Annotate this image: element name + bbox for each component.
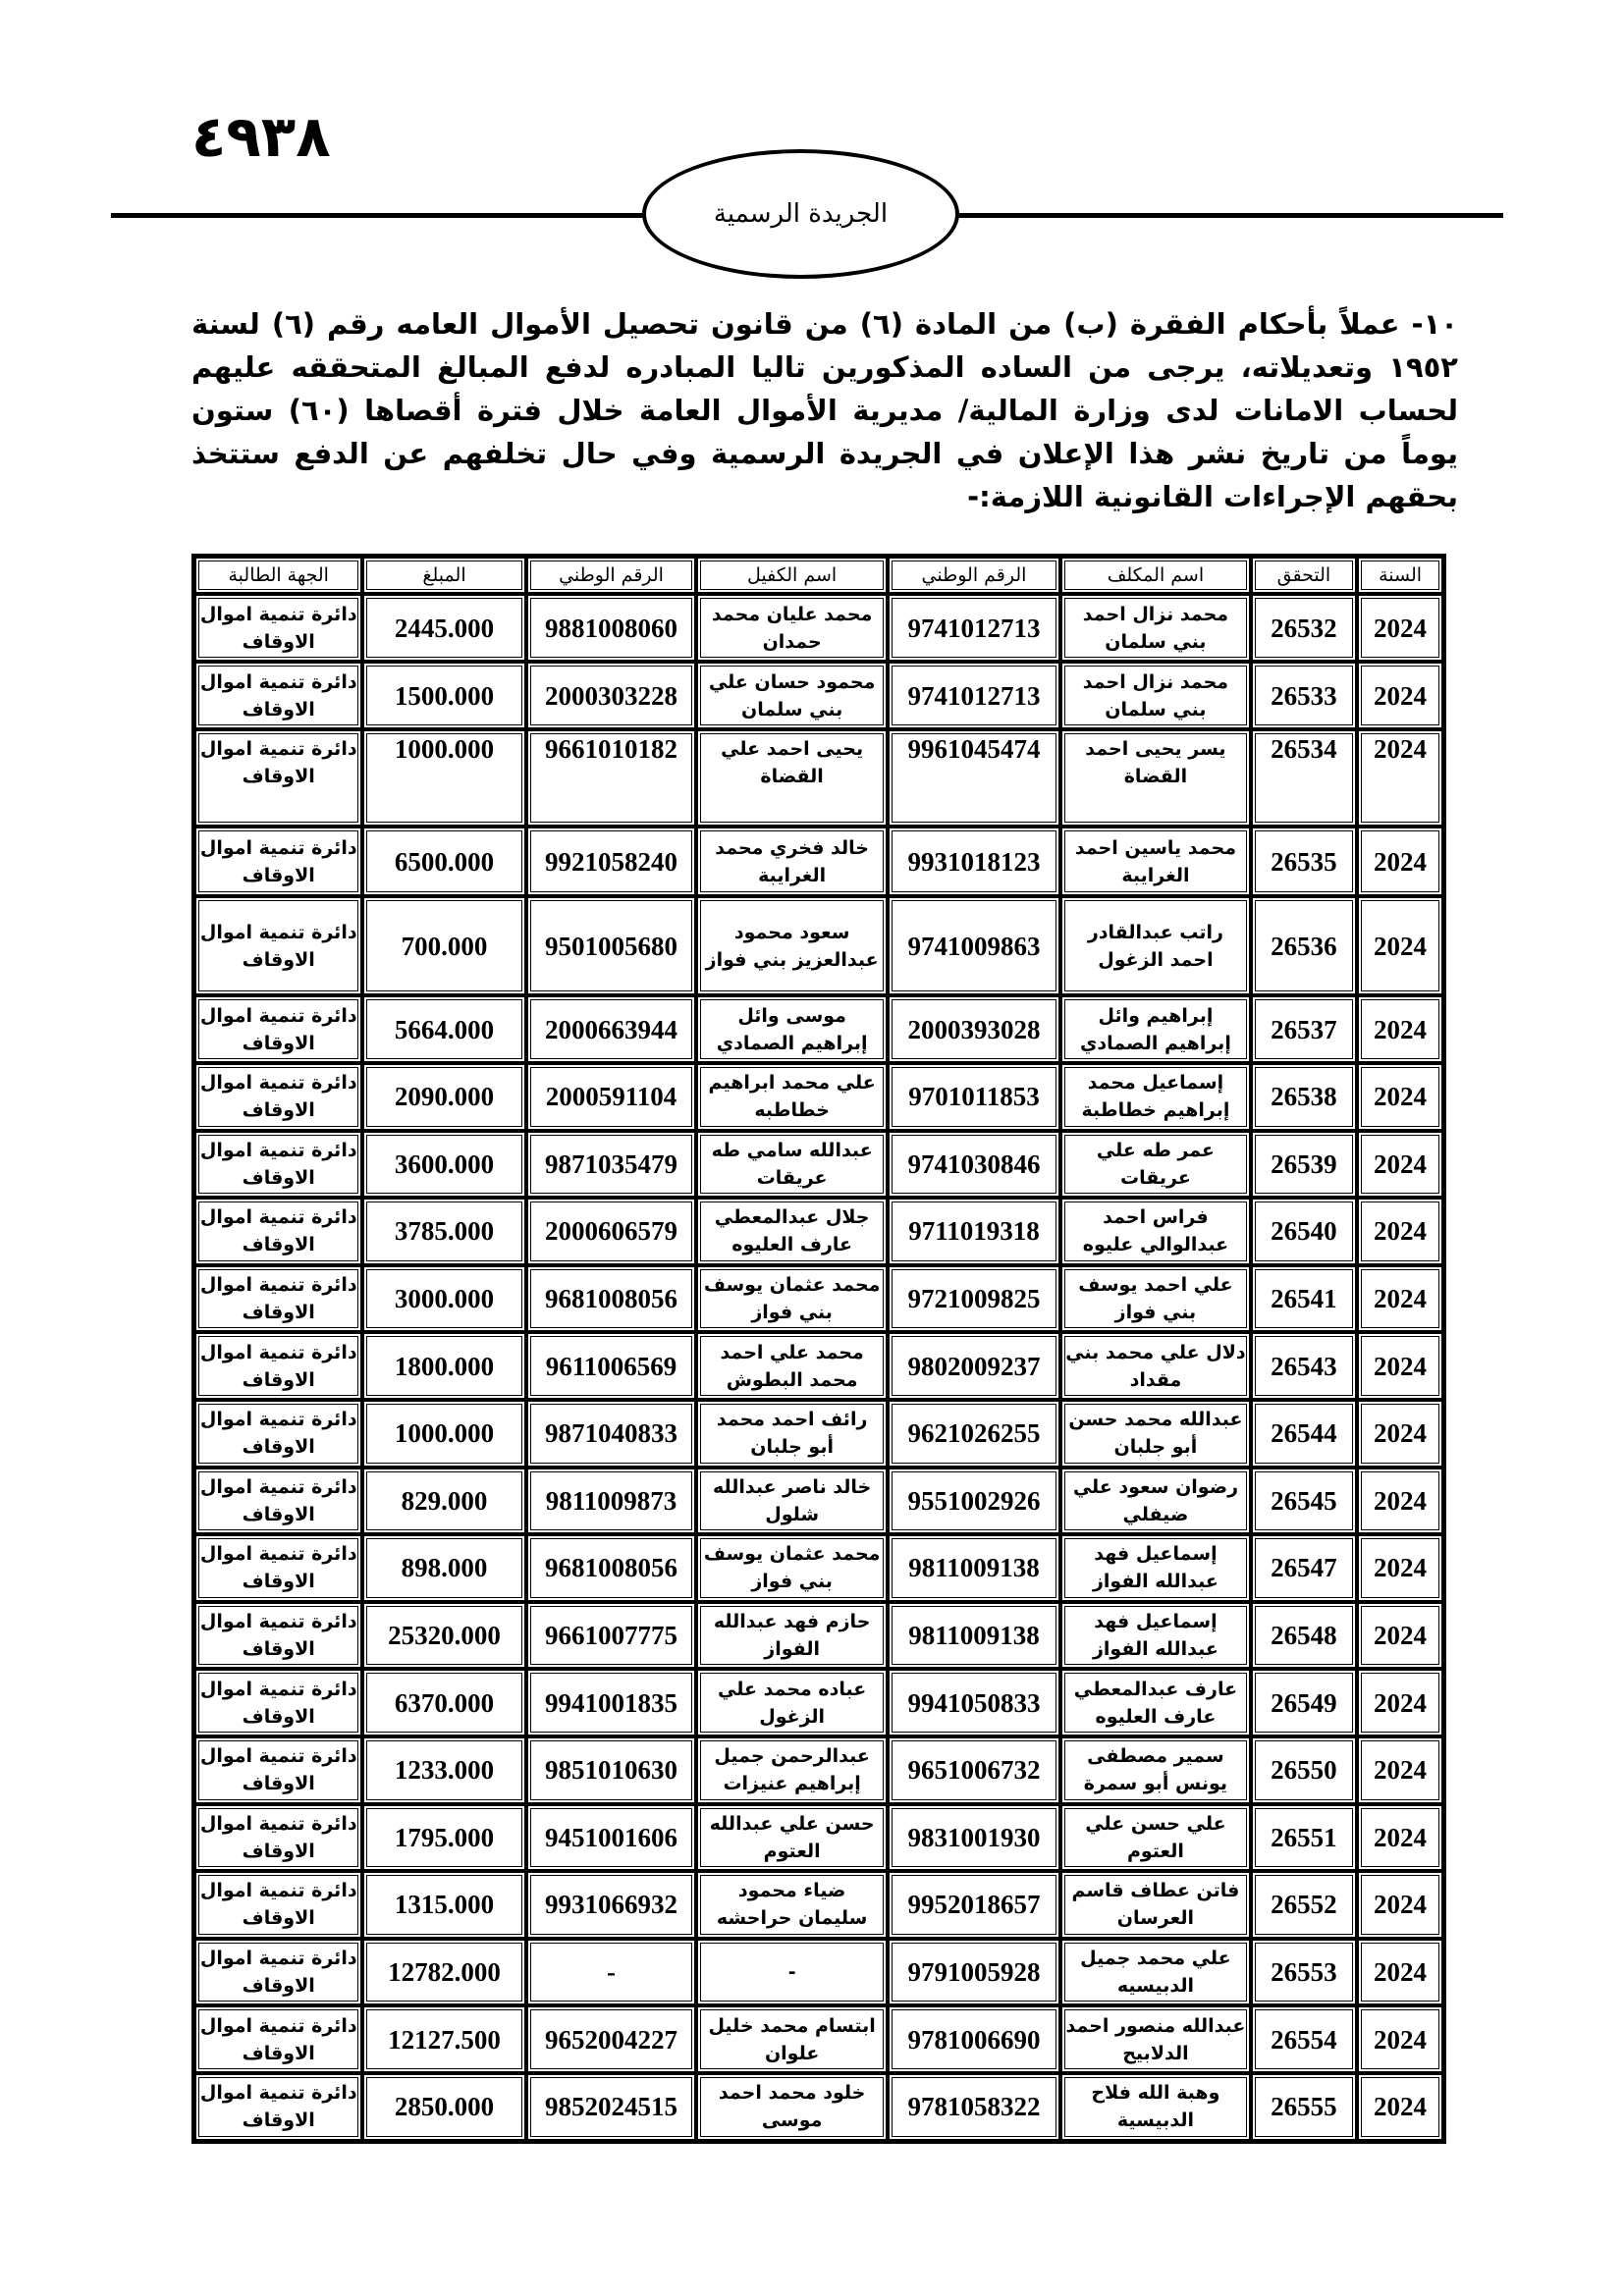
cell-debtor-national-id: 9741012713 (888, 662, 1060, 729)
cell-debtor-name: يسر يحيى احمد القضاة (1060, 729, 1251, 827)
cell-amount: 12127.500 (362, 2005, 525, 2073)
cell-guarantor-name: محمد عثمان يوسف بني فواز (696, 1534, 887, 1602)
table-row (194, 1400, 1443, 1468)
cell-requesting-party: دائرة تنمية اموال الاوقاف (194, 1400, 362, 1468)
cell-debtor-name: محمد نزال احمد بني سلمان (1060, 662, 1251, 729)
cell-debtor-name: محمد ياسين احمد الغرايبة (1060, 827, 1251, 896)
cell-assessment: 26549 (1251, 1669, 1357, 1736)
cell-guarantor-national-id: 9681008056 (526, 1534, 697, 1602)
cell-assessment: 26555 (1251, 2073, 1357, 2141)
cell-guarantor-national-id: 9871040833 (526, 1400, 697, 1468)
cell-year: 2024 (1357, 2073, 1443, 2141)
cell-year: 2024 (1357, 896, 1443, 995)
cell-debtor-national-id: 9781058322 (888, 2073, 1060, 2141)
cell-debtor-name: علي محمد جميل الدبيسيه (1060, 1939, 1251, 2006)
table-row (194, 1131, 1443, 1199)
column-header-guarantor-national-id: الرقم الوطني (526, 557, 697, 594)
cell-requesting-party: دائرة تنمية اموال الاوقاف (194, 2005, 362, 2073)
table-row (194, 1198, 1443, 1265)
cell-guarantor-name: يحيى احمد علي القضاة (696, 729, 887, 827)
cell-year: 2024 (1357, 729, 1443, 827)
cell-debtor-name: إسماعيل فهد عبدالله الفواز (1060, 1534, 1251, 1602)
cell-year: 2024 (1357, 1669, 1443, 1736)
cell-assessment: 26532 (1251, 594, 1357, 662)
cell-debtor-name: دلال علي محمد بني مقداد (1060, 1332, 1251, 1400)
table-row (194, 1804, 1443, 1872)
cell-debtor-name: علي احمد يوسف بني فواز (1060, 1265, 1251, 1333)
cell-debtor-name: راتب عبدالقادر احمد الزغول (1060, 896, 1251, 995)
table-row (194, 1939, 1443, 2006)
cell-debtor-name: فاتن عطاف قاسم العرسان (1060, 1871, 1251, 1939)
cell-guarantor-name: - (696, 1939, 887, 2006)
cell-guarantor-name: محمود حسان علي بني سلمان (696, 662, 887, 729)
gazette-title: الجريدة الرسمية (713, 199, 889, 229)
cell-assessment: 26540 (1251, 1198, 1357, 1265)
column-header-amount: المبلغ (362, 557, 525, 594)
cell-guarantor-name: ابتسام محمد خليل علوان (696, 2005, 887, 2073)
table-row (194, 2073, 1443, 2141)
cell-requesting-party: دائرة تنمية اموال الاوقاف (194, 1198, 362, 1265)
cell-debtor-name: فراس احمد عبدالوالي عليوه (1060, 1198, 1251, 1265)
cell-debtor-national-id: 9741012713 (888, 594, 1060, 662)
column-header-assessment: التحقق (1251, 557, 1357, 594)
cell-requesting-party: دائرة تنمية اموال الاوقاف (194, 1602, 362, 1670)
cell-guarantor-national-id: 9652004227 (526, 2005, 697, 2073)
table-row (194, 729, 1443, 827)
cell-requesting-party: دائرة تنمية اموال الاوقاف (194, 662, 362, 729)
table-row (194, 1534, 1443, 1602)
cell-assessment: 26539 (1251, 1131, 1357, 1199)
cell-debtor-national-id: 9701011853 (888, 1063, 1060, 1131)
cell-assessment: 26552 (1251, 1871, 1357, 1939)
cell-amount: 1500.000 (362, 662, 525, 729)
gazette-title-oval (642, 149, 959, 279)
cell-guarantor-name: خالد ناصر عبدالله شلول (696, 1468, 887, 1535)
cell-guarantor-national-id: 9501005680 (526, 896, 697, 995)
cell-assessment: 26547 (1251, 1534, 1357, 1602)
cell-debtor-national-id: 9941050833 (888, 1669, 1060, 1736)
cell-amount: 12782.000 (362, 1939, 525, 2006)
cell-debtor-national-id: 9802009237 (888, 1332, 1060, 1400)
cell-debtor-national-id: 9721009825 (888, 1265, 1060, 1333)
cell-guarantor-name: حازم فهد عبدالله الفواز (696, 1602, 887, 1670)
table-row (194, 1602, 1443, 1670)
column-header-debtor-name: اسم المكلف (1060, 557, 1251, 594)
cell-guarantor-national-id: 9851010630 (526, 1736, 697, 1804)
cell-assessment: 26534 (1251, 729, 1357, 827)
cell-year: 2024 (1357, 1804, 1443, 1872)
cell-guarantor-name: موسى وائل إبراهيم الصمادي (696, 995, 887, 1063)
table-row (194, 1669, 1443, 1736)
cell-year: 2024 (1357, 1871, 1443, 1939)
cell-year: 2024 (1357, 995, 1443, 1063)
cell-debtor-name: وهبة الله فلاح الدبيسية (1060, 2073, 1251, 2141)
cell-amount: 3600.000 (362, 1131, 525, 1199)
cell-debtor-name: عارف عبدالمعطي عارف العليوه (1060, 1669, 1251, 1736)
cell-assessment: 26544 (1251, 1400, 1357, 1468)
cell-requesting-party: دائرة تنمية اموال الاوقاف (194, 1804, 362, 1872)
cell-guarantor-national-id: 9661007775 (526, 1602, 697, 1670)
table-row (194, 995, 1443, 1063)
cell-year: 2024 (1357, 1063, 1443, 1131)
cell-requesting-party: دائرة تنمية اموال الاوقاف (194, 1871, 362, 1939)
cell-amount: 3785.000 (362, 1198, 525, 1265)
cell-requesting-party: دائرة تنمية اموال الاوقاف (194, 1332, 362, 1400)
cell-requesting-party: دائرة تنمية اموال الاوقاف (194, 1736, 362, 1804)
table-row (194, 827, 1443, 896)
cell-guarantor-name: جلال عبدالمعطي عارف العليوه (696, 1198, 887, 1265)
cell-debtor-national-id: 9791005928 (888, 1939, 1060, 2006)
cell-assessment: 26536 (1251, 896, 1357, 995)
table-header-row (194, 557, 1443, 594)
cell-debtor-national-id: 9811009138 (888, 1602, 1060, 1670)
cell-debtor-national-id: 9621026255 (888, 1400, 1060, 1468)
cell-debtor-name: رضوان سعود علي ضيفلي (1060, 1468, 1251, 1535)
cell-guarantor-national-id: 9661010182 (526, 729, 697, 827)
cell-guarantor-name: عبدالله سامي طه عريقات (696, 1131, 887, 1199)
cell-guarantor-national-id: 2000606579 (526, 1198, 697, 1265)
cell-amount: 1315.000 (362, 1871, 525, 1939)
cell-guarantor-name: محمد عثمان يوسف بني فواز (696, 1265, 887, 1333)
cell-guarantor-name: سعود محمود عبدالعزيز بني فواز (696, 896, 887, 995)
cell-amount: 829.000 (362, 1468, 525, 1535)
cell-year: 2024 (1357, 2005, 1443, 2073)
table-row (194, 1265, 1443, 1333)
cell-amount: 2090.000 (362, 1063, 525, 1131)
cell-requesting-party: دائرة تنمية اموال الاوقاف (194, 1468, 362, 1535)
table-row (194, 1871, 1443, 1939)
cell-year: 2024 (1357, 1468, 1443, 1535)
cell-requesting-party: دائرة تنمية اموال الاوقاف (194, 827, 362, 896)
cell-year: 2024 (1357, 827, 1443, 896)
cell-assessment: 26554 (1251, 2005, 1357, 2073)
cell-guarantor-name: رائف احمد محمد أبو جلبان (696, 1400, 887, 1468)
table-row (194, 1332, 1443, 1400)
cell-guarantor-national-id: 9611006569 (526, 1332, 697, 1400)
cell-assessment: 26553 (1251, 1939, 1357, 2006)
cell-debtor-name: محمد نزال احمد بني سلمان (1060, 594, 1251, 662)
cell-amount: 6500.000 (362, 827, 525, 896)
cell-debtor-national-id: 2000393028 (888, 995, 1060, 1063)
cell-year: 2024 (1357, 594, 1443, 662)
cell-amount: 1000.000 (362, 729, 525, 827)
cell-guarantor-national-id: 9931066932 (526, 1871, 697, 1939)
cell-debtor-national-id: 9781006690 (888, 2005, 1060, 2073)
cell-assessment: 26533 (1251, 662, 1357, 729)
cell-amount: 700.000 (362, 896, 525, 995)
cell-assessment: 26551 (1251, 1804, 1357, 1872)
cell-assessment: 26543 (1251, 1332, 1357, 1400)
cell-year: 2024 (1357, 1736, 1443, 1804)
column-header-requesting-party: الجهة الطالبة (194, 557, 362, 594)
cell-assessment: 26548 (1251, 1602, 1357, 1670)
cell-requesting-party: دائرة تنمية اموال الاوقاف (194, 2073, 362, 2141)
cell-amount: 6370.000 (362, 1669, 525, 1736)
table-row (194, 1468, 1443, 1535)
cell-debtor-national-id: 9741009863 (888, 896, 1060, 995)
cell-guarantor-name: علي محمد ابراهيم خطاطبه (696, 1063, 887, 1131)
cell-debtor-national-id: 9551002926 (888, 1468, 1060, 1535)
cell-guarantor-national-id: 9852024515 (526, 2073, 697, 2141)
cell-requesting-party: دائرة تنمية اموال الاوقاف (194, 1131, 362, 1199)
cell-guarantor-national-id: - (526, 1939, 697, 2006)
page-number: ٤٩٣٨ (191, 103, 331, 170)
column-header-year: السنة (1357, 557, 1443, 594)
cell-amount: 2445.000 (362, 594, 525, 662)
cell-debtor-national-id: 9711019318 (888, 1198, 1060, 1265)
cell-requesting-party: دائرة تنمية اموال الاوقاف (194, 1063, 362, 1131)
cell-requesting-party: دائرة تنمية اموال الاوقاف (194, 729, 362, 827)
cell-debtor-name: علي حسن علي العتوم (1060, 1804, 1251, 1872)
cell-guarantor-national-id: 9881008060 (526, 594, 697, 662)
cell-amount: 25320.000 (362, 1602, 525, 1670)
table-row (194, 1736, 1443, 1804)
cell-requesting-party: دائرة تنمية اموال الاوقاف (194, 995, 362, 1063)
cell-guarantor-name: محمد عليان محمد حمدان (696, 594, 887, 662)
cell-amount: 1800.000 (362, 1332, 525, 1400)
cell-requesting-party: دائرة تنمية اموال الاوقاف (194, 594, 362, 662)
table-row (194, 2005, 1443, 2073)
cell-guarantor-name: خالد فخري محمد الغرايبة (696, 827, 887, 896)
cell-guarantor-name: محمد علي احمد محمد البطوش (696, 1332, 887, 1400)
cell-assessment: 26541 (1251, 1265, 1357, 1333)
cell-guarantor-national-id: 9681008056 (526, 1265, 697, 1333)
table-row (194, 1063, 1443, 1131)
cell-debtor-name: عبدالله محمد حسن أبو جلبان (1060, 1400, 1251, 1468)
cell-debtor-national-id: 9831001930 (888, 1804, 1060, 1872)
cell-amount: 2850.000 (362, 2073, 525, 2141)
cell-amount: 1000.000 (362, 1400, 525, 1468)
cell-guarantor-national-id: 2000663944 (526, 995, 697, 1063)
cell-assessment: 26545 (1251, 1468, 1357, 1535)
cell-assessment: 26538 (1251, 1063, 1357, 1131)
cell-year: 2024 (1357, 1332, 1443, 1400)
notice-paragraph: ١٠- عملاً بأحكام الفقرة (ب) من المادة (٦) من قانون تحصيل الأموال العامه رقم (٦) لسنة ١٩٥٢ وتعديلاته، يرجى من الساده المذكورين تاليا المبادره لدفع المبالغ المتحققه عليهم لحساب الامانات لدى وزارة المالية/ مديرية الأموال العامة خلال فترة أقصاها (٦٠) ستون يوماً من تاريخ نشر هذا الإعلان في الجريدة الرسمية وفي حال تخلفهم عن الدفع ستتخذ بحقهم الإجراءات القانونية اللازمة:- (191, 307, 1458, 513)
cell-requesting-party: دائرة تنمية اموال الاوقاف (194, 1669, 362, 1736)
cell-guarantor-national-id: 9811009873 (526, 1468, 697, 1535)
cell-guarantor-national-id: 9871035479 (526, 1131, 697, 1199)
cell-guarantor-name: حسن علي عبدالله العتوم (696, 1804, 887, 1872)
cell-amount: 3000.000 (362, 1265, 525, 1333)
cell-year: 2024 (1357, 1939, 1443, 2006)
cell-year: 2024 (1357, 1602, 1443, 1670)
cell-debtor-name: سمير مصطفى يونس أبو سمرة (1060, 1736, 1251, 1804)
cell-assessment: 26550 (1251, 1736, 1357, 1804)
cell-requesting-party: دائرة تنمية اموال الاوقاف (194, 1265, 362, 1333)
cell-debtor-name: عبدالله منصور احمد الدلابيح (1060, 2005, 1251, 2073)
cell-guarantor-name: ضياء محمود سليمان حراحشه (696, 1871, 887, 1939)
cell-guarantor-national-id: 2000591104 (526, 1063, 697, 1131)
cell-debtor-name: إبراهيم وائل إبراهيم الصمادي (1060, 995, 1251, 1063)
debtors-table (191, 554, 1446, 2144)
cell-assessment: 26537 (1251, 995, 1357, 1063)
cell-guarantor-name: خلود محمد احمد موسى (696, 2073, 887, 2141)
cell-year: 2024 (1357, 1265, 1443, 1333)
column-header-guarantor-name: اسم الكفيل (696, 557, 887, 594)
cell-requesting-party: دائرة تنمية اموال الاوقاف (194, 1939, 362, 2006)
cell-debtor-national-id: 9811009138 (888, 1534, 1060, 1602)
cell-guarantor-national-id: 2000303228 (526, 662, 697, 729)
cell-debtor-national-id: 9931018123 (888, 827, 1060, 896)
cell-amount: 898.000 (362, 1534, 525, 1602)
cell-amount: 1795.000 (362, 1804, 525, 1872)
cell-year: 2024 (1357, 1534, 1443, 1602)
cell-amount: 5664.000 (362, 995, 525, 1063)
cell-amount: 1233.000 (362, 1736, 525, 1804)
cell-debtor-name: إسماعيل محمد إبراهيم خطاطبة (1060, 1063, 1251, 1131)
cell-requesting-party: دائرة تنمية اموال الاوقاف (194, 896, 362, 995)
cell-year: 2024 (1357, 1198, 1443, 1265)
cell-year: 2024 (1357, 1400, 1443, 1468)
cell-debtor-name: عمر طه علي عريقات (1060, 1131, 1251, 1199)
cell-requesting-party: دائرة تنمية اموال الاوقاف (194, 1534, 362, 1602)
cell-guarantor-national-id: 9451001606 (526, 1804, 697, 1872)
cell-debtor-national-id: 9741030846 (888, 1131, 1060, 1199)
column-header-debtor-national-id: الرقم الوطني (888, 557, 1060, 594)
cell-guarantor-national-id: 9941001835 (526, 1669, 697, 1736)
cell-year: 2024 (1357, 662, 1443, 729)
cell-guarantor-national-id: 9921058240 (526, 827, 697, 896)
table-row (194, 594, 1443, 662)
cell-year: 2024 (1357, 1131, 1443, 1199)
cell-debtor-national-id: 9651006732 (888, 1736, 1060, 1804)
cell-guarantor-name: عباده محمد علي الزغول (696, 1669, 887, 1736)
cell-guarantor-name: عبدالرحمن جميل إبراهيم عنيزات (696, 1736, 887, 1804)
cell-debtor-name: إسماعيل فهد عبدالله الفواز (1060, 1602, 1251, 1670)
table-row (194, 896, 1443, 995)
cell-assessment: 26535 (1251, 827, 1357, 896)
cell-debtor-national-id: 9961045474 (888, 729, 1060, 827)
table-row (194, 662, 1443, 729)
cell-debtor-national-id: 9952018657 (888, 1871, 1060, 1939)
